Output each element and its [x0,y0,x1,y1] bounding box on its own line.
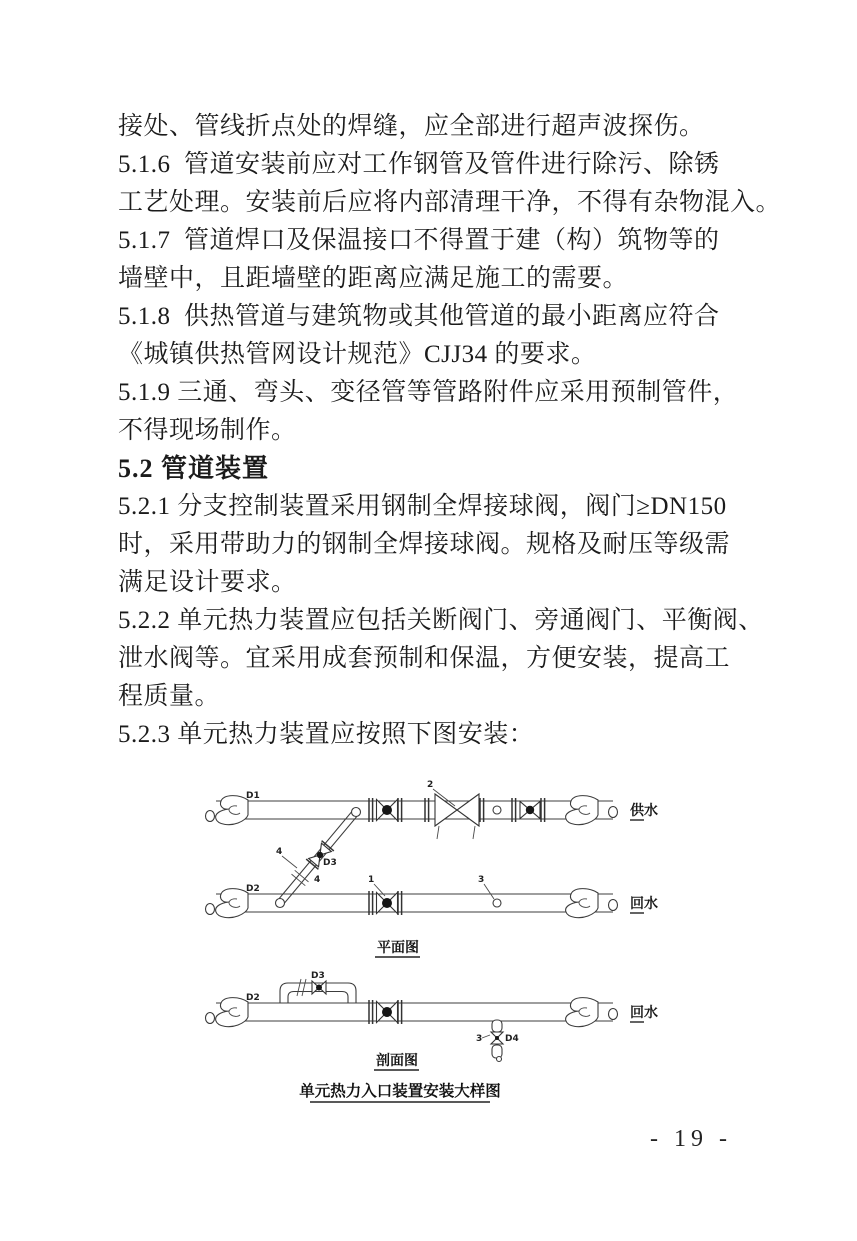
item3-label: 3 [478,875,485,885]
text-line: 接处、管线折点处的焊缝，应全部进行超声波探伤。 [118,113,705,140]
plan-caption: 平面图 [377,940,419,956]
section-bypass-loop [280,971,356,1003]
text-line: 工艺处理。安装前后应将内部清理干净，不得有杂物混入。 [118,189,782,216]
document-text [118,108,781,754]
instrument-tap [493,899,501,907]
pipe-end-opening [206,904,215,915]
text-line: 5.2.1 分支控制装置采用钢制全焊接球阀，阀门≥DN150 [118,493,727,520]
return-flow-label: 回水 [630,1005,658,1021]
bypass-lower-label: 4 [314,875,321,885]
pipe-end-opening [206,811,215,822]
plan-bypass-pipe [276,808,361,908]
plan-view [206,780,659,957]
text-line: 5.1.8 供热管道与建筑物或其他管道的最小距离应符合 [118,303,720,330]
pipe-break-marks [297,979,301,996]
supply-pipe-label: D1 [246,791,260,801]
supply-flow-label: 供水 [630,803,658,819]
instrument-tap [493,806,501,814]
plan-supply-pipe [206,780,659,839]
figure-title: 单元热力入口装置安装大样图 [299,1082,501,1100]
section-heading: 5.2 管道装置 [118,454,270,483]
shutoff-valve-symbol [377,800,398,821]
text-line: 泄水阀等。宜采用成套预制和保温，方便安装，提高工 [118,645,731,672]
small-valve-symbol [520,802,540,819]
text-line: 时，采用带助力的钢制全焊接球阀。规格及耐压等级需 [118,531,731,558]
pipe-end-opening [609,807,618,818]
item2-label: 2 [427,780,434,790]
shutoff-valve-symbol [377,1002,398,1023]
pipe-end-opening [609,900,618,911]
text-line: 5.2.3 单元热力装置应按照下图安装： [118,721,535,748]
shutoff-valve-symbol [377,893,398,914]
leader-line [484,884,494,899]
text-line: 5.1.9 三通、弯头、变径管等管路附件应采用预制管件， [118,379,739,406]
return-pipe-label: D2 [246,884,260,894]
drain-nipple [492,1020,502,1032]
pipe-end-opening [206,1013,215,1024]
pipe-joint [352,808,361,817]
section-return-pipe [206,971,659,1062]
drain-outlet [497,1057,502,1062]
text-line: 满足设计要求。 [118,569,297,596]
drain-valve-label: D4 [505,1034,519,1044]
page-number: - 19 - [650,1126,732,1152]
text-line: 5.1.7 管道焊口及保温接口不得置于建（构）筑物等的 [118,227,720,254]
plan-return-pipe [206,875,659,918]
bypass-valve-label: D3 [323,858,337,868]
bypass-valve-label: D3 [311,971,325,981]
section-caption: 剖面图 [376,1053,418,1069]
bypass-upper-label: 4 [276,847,283,857]
drain-valve-symbol [491,1032,503,1044]
text-line: 墙壁中，且距墙壁的距离应满足施工的需要。 [118,265,629,292]
section-pipe-label: D2 [246,993,260,1003]
text-line: 5.2.2 单元热力装置应包括关断阀门、旁通阀门、平衡阀、 [118,607,764,634]
pipe-joint [276,899,285,908]
piping-diagram [180,772,680,1117]
text-line: 《城镇供热管网设计规范》CJJ34 的要求。 [118,341,597,368]
text-line: 不得现场制作。 [118,417,297,444]
text-line: 程质量。 [118,683,221,710]
drain-assembly [476,1020,519,1062]
section-view [206,971,659,1070]
text-line: 5.1.6 管道安装前应对工作钢管及管件进行除污、除锈 [118,151,720,178]
leader-line [482,1035,490,1038]
item1-label: 1 [368,875,375,885]
drain-spout [492,1045,502,1058]
return-flow-label: 回水 [630,896,658,912]
drain-item-label: 3 [476,1034,483,1044]
leader-line [282,856,297,868]
pipe-end-opening [609,1009,618,1020]
